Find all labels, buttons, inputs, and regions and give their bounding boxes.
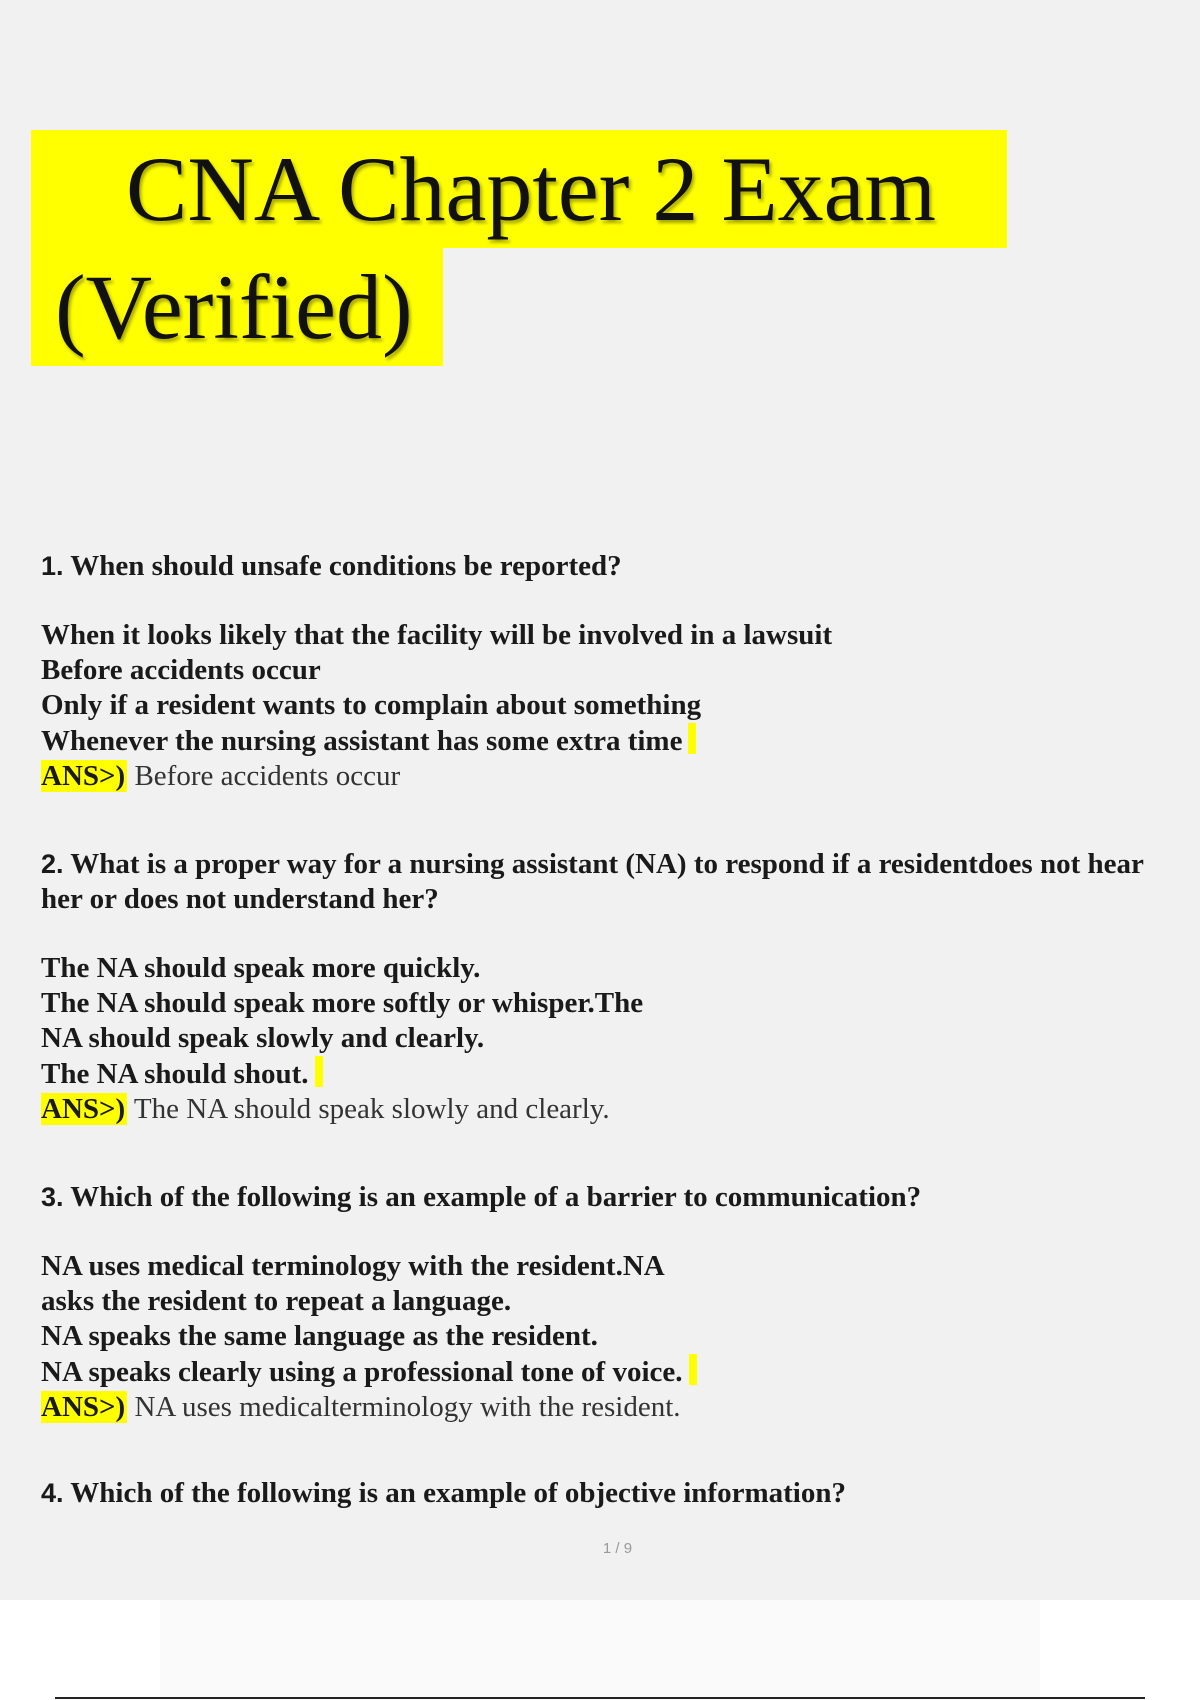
question-3-heading bbox=[41, 1180, 1161, 1215]
question-2-answer bbox=[41, 1092, 1161, 1127]
question-1-text: When should unsafe conditions be reported? bbox=[63, 550, 622, 582]
question-1-option-3: Only if a resident wants to complain about something bbox=[41, 689, 702, 721]
question-3-option-1: NA uses medical terminology with the resident.NA bbox=[41, 1250, 665, 1282]
question-1-option-4 bbox=[41, 723, 1161, 759]
question-2-text: What is a proper way for a nursing assistant (NA) to respond if a residentdoes not hear her or does not understand her? bbox=[41, 848, 1144, 915]
answer-label: ANS>) bbox=[41, 1093, 126, 1125]
next-page-preview bbox=[0, 1600, 1200, 1700]
highlight-marker bbox=[315, 1056, 323, 1087]
question-3-option-3: NA speaks the same language as the resident. bbox=[41, 1320, 598, 1352]
question-3-text: Which of the following is an example of a barrier to communication? bbox=[63, 1181, 922, 1213]
question-2-option-2: The NA should speak more softly or whisper.The bbox=[41, 987, 644, 1019]
question-1-option-2: Before accidents occur bbox=[41, 654, 321, 686]
question-3 bbox=[41, 1180, 1161, 1425]
question-2-answer-text: The NA should speak slowly and clearly. bbox=[127, 1093, 610, 1125]
question-3-answer-text: NA uses medicalterminology with the resident. bbox=[127, 1391, 681, 1423]
question-4-heading bbox=[41, 1476, 1161, 1511]
question-2-option-1: The NA should speak more quickly. bbox=[41, 952, 481, 984]
question-2 bbox=[41, 847, 1161, 1127]
highlight-marker bbox=[688, 723, 696, 754]
question-2-number: 2. bbox=[41, 849, 64, 879]
question-3-number: 3. bbox=[41, 1182, 64, 1212]
question-3-option-2: asks the resident to repeat a language. bbox=[41, 1285, 512, 1317]
title-line-2: (Verified) bbox=[31, 248, 443, 366]
question-1-answer-text: Before accidents occur bbox=[127, 760, 401, 792]
question-2-option-3: NA should speak slowly and clearly. bbox=[41, 1022, 485, 1054]
answer-label: ANS>) bbox=[41, 760, 126, 792]
question-1-heading bbox=[41, 549, 1161, 584]
question-4 bbox=[41, 1476, 1161, 1545]
question-3-option-4-text: NA speaks clearly using a professional tone of voice. bbox=[41, 1356, 683, 1388]
question-1-answer bbox=[41, 759, 1161, 794]
question-1-option-1: When it looks likely that the facility will be involved in a lawsuit bbox=[41, 619, 833, 651]
question-3-option-4 bbox=[41, 1354, 1161, 1390]
document-title bbox=[31, 130, 1007, 366]
question-1-option-4-text: Whenever the nursing assistant has some extra time bbox=[41, 725, 683, 757]
question-4-text: Which of the following is an example of objective information? bbox=[63, 1477, 846, 1509]
question-2-option-4-text: The NA should shout. bbox=[41, 1058, 309, 1090]
title-line-1: CNA Chapter 2 Exam bbox=[31, 130, 1007, 248]
page-indicator: 1 / 9 bbox=[602, 1540, 633, 1557]
question-3-answer bbox=[41, 1390, 1161, 1425]
next-page-sheet bbox=[160, 1600, 1040, 1700]
question-4-number: 4. bbox=[41, 1478, 64, 1508]
question-2-heading bbox=[41, 847, 1161, 917]
answer-label: ANS>) bbox=[41, 1391, 126, 1423]
question-1-number: 1. bbox=[41, 551, 64, 581]
question-1 bbox=[41, 549, 1161, 794]
question-2-option-4 bbox=[41, 1056, 1161, 1092]
horizontal-rule bbox=[55, 1697, 1145, 1699]
highlight-marker bbox=[689, 1354, 697, 1385]
